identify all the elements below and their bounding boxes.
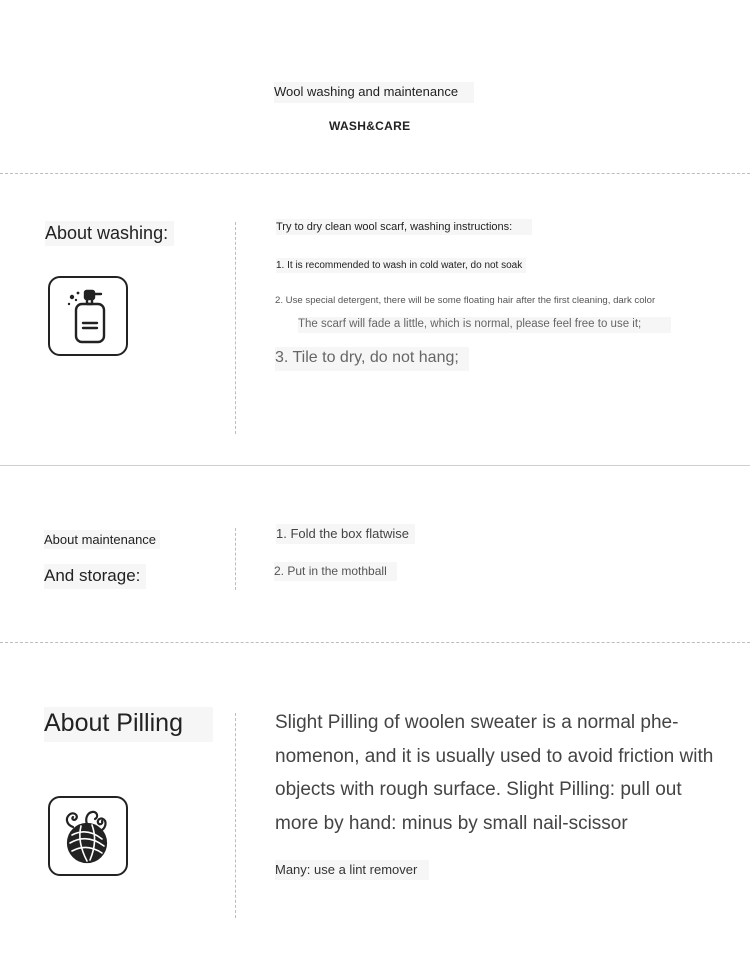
washing-step-2-line-2: The scarf will fade a little, which is normal, please feel free to use it; [298,317,671,333]
maintenance-step-2: 2. Put in the mothball [274,562,397,581]
washing-step-1: 1. It is recommended to wash in cold water, do not soak [276,258,526,273]
section-divider [0,173,750,174]
washing-step-3: 3. Tile to dry, do not hang; [275,347,469,371]
section-divider [0,465,750,466]
pilling-body: Slight Pilling of woolen sweater is a normal phe-nomenon, and it is usually used to avoid friction with objects with rough surface. Slight Pilling: pull out more by hand: minus by small nail-scissor [275,712,714,835]
vertical-divider [235,713,236,918]
washing-heading: About washing: [45,221,174,246]
page-subtitle: WASH&CARE [329,119,411,133]
washing-step-2-line-1: 2. Use special detergent, there will be some floating hair after the first cleaning, dark color [275,295,656,306]
soap-bottle-icon [48,276,128,356]
maintenance-heading-line-2: And storage: [44,564,146,589]
vertical-divider [235,528,236,590]
maintenance-heading-line-1: About maintenance [44,530,160,549]
section-divider [0,642,750,643]
yarn-ball-icon [48,796,128,876]
page-title: Wool washing and maintenance [274,82,474,103]
vertical-divider [235,222,236,434]
washing-intro: Try to dry clean wool scarf, washing instructions: [276,219,532,235]
pilling-note: Many: use a lint remover [275,860,429,880]
pilling-heading: About Pilling [44,707,213,742]
maintenance-step-1: 1. Fold the box flatwise [276,524,415,544]
